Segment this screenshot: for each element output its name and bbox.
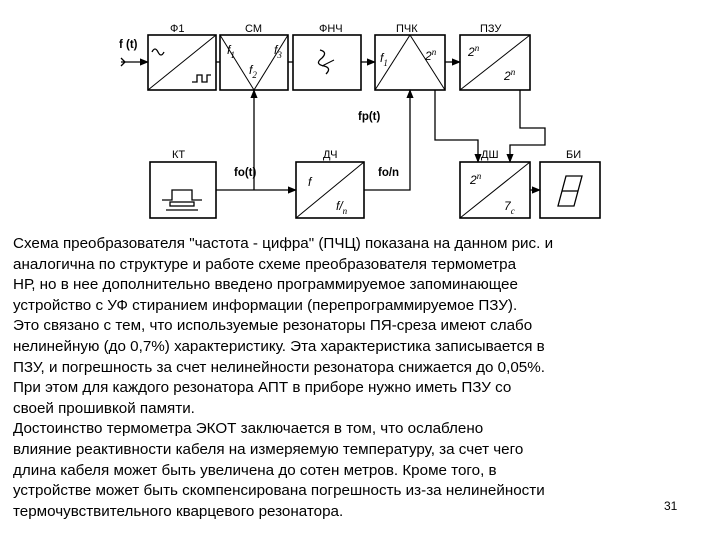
- svg-text:2n: 2$^n$: [470, 171, 482, 187]
- svg-text:f1: $f_1$: [227, 43, 235, 60]
- caption-line: устройстве может быть скомпенсирована погрешность из-за нелинейности: [13, 482, 545, 500]
- caption-line: Достоинство термометра ЭКОТ заключается в том, что ослаблено: [13, 420, 484, 438]
- block-pchk: [375, 35, 445, 90]
- label-dsh: ДШ: [481, 149, 499, 161]
- block-dch: [296, 162, 364, 218]
- signal-fot: fo(t): [234, 167, 257, 179]
- caption-line: Это связано с тем, что используемые резонаторы ПЯ-среза имеют слабо: [13, 317, 533, 335]
- label-kt: КТ: [172, 149, 186, 161]
- svg-text:2n: 2$^n$: [468, 43, 480, 59]
- block-f1: [148, 35, 216, 90]
- block-diagram: [0, 0, 720, 232]
- caption-line: термочувствительного кварцевого резонатора.: [13, 502, 344, 520]
- caption-line: Схема преобразователя "частота - цифра" (ПЧЦ) показана на данном рис. и: [13, 235, 554, 252]
- caption-line: своей прошивкой памяти.: [13, 399, 195, 417]
- label-sm: СМ: [245, 23, 262, 35]
- label-f1: Ф1: [170, 23, 185, 35]
- svg-text:f: f: [308, 175, 312, 189]
- caption-line: НР, но в нее дополнительно введено программируемое запоминающее: [13, 276, 518, 294]
- block-pzu: [460, 35, 530, 90]
- page-number: 31: [664, 499, 678, 513]
- label-fnch: ФНЧ: [319, 23, 343, 35]
- block-fnch: [293, 35, 361, 90]
- caption-line: длина кабеля может быть увеличена до сотен метров. Кроме того, в: [13, 461, 497, 479]
- svg-text:f/n: $f/_n$: [336, 199, 348, 216]
- block-sm: [220, 35, 288, 90]
- input-arrow: [121, 58, 148, 66]
- signal-fon: fo/n: [378, 167, 400, 179]
- caption-line: устройство с УФ стиранием информации (перепрограммируемое ПЗУ).: [13, 296, 518, 314]
- caption-text: [13, 234, 663, 522]
- svg-text:2n: 2$^n$: [504, 67, 516, 83]
- caption-line: ПЗУ, и погрешность за счет нелинейности резонатора снижается до 0,05%.: [13, 358, 545, 376]
- signal-ft: f (t): [119, 39, 138, 51]
- caption-line: аналогична по структуре и работе схеме преобразователя термометра: [13, 255, 517, 273]
- label-dch: ДЧ: [323, 149, 338, 161]
- signal-fpt: fp(t): [358, 111, 381, 123]
- caption-line: нелинейную (до 0,7%) характеристику. Эта характеристика записывается в: [13, 337, 545, 355]
- label-bi: БИ: [566, 149, 582, 161]
- svg-text:7c: $7_c$: [504, 199, 515, 216]
- caption-line: При этом для каждого резонатора АПТ в приборе нужно иметь ПЗУ со: [13, 379, 512, 397]
- caption-line: влияние реактивности кабеля на измеряемую температуру, за счет чего: [13, 440, 524, 458]
- svg-text:f1: $f_1$: [380, 51, 388, 68]
- block-bi: [540, 162, 600, 218]
- svg-text:f3: $f_3$: [274, 43, 282, 60]
- block-kt: [150, 162, 216, 218]
- label-pchk: ПЧК: [396, 23, 418, 35]
- svg-text:2n: 2$^n$: [425, 47, 437, 63]
- block-dsh: [460, 162, 530, 218]
- label-pzu: ПЗУ: [480, 23, 502, 35]
- svg-text:f2: $f_2$: [249, 63, 257, 80]
